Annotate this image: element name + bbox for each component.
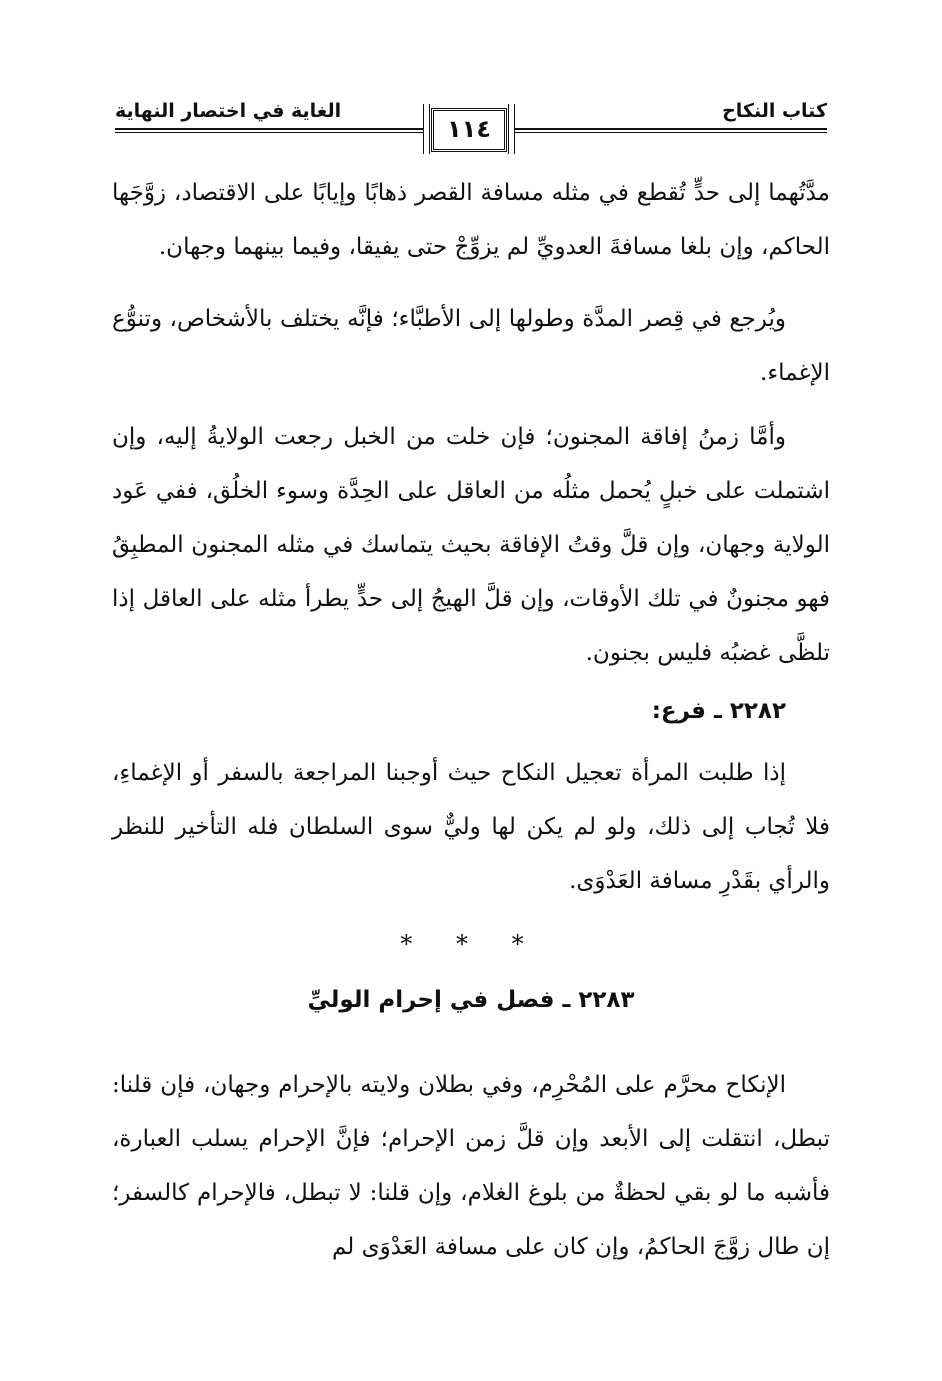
running-header [115, 92, 827, 162]
book-title: الغاية في اختصار النهاية [115, 100, 342, 122]
paragraph-continuation [112, 166, 830, 274]
paragraph-4: إذا طلبت المرأة تعجيل النكاح حيث أوجبنا المراجعة بالسفر أو الإغماءِ، فلا تُجاب إلى ذلك، ولو لم يكن لها وليٌّ سوى السلطان فله التأخير للنظر والرأي بقَدْرِ مسافة العَدْوَى. [112, 760, 830, 894]
page-number: ١١٤ [447, 115, 491, 143]
page-number-frame [423, 104, 515, 154]
paragraph-block-5 [112, 1058, 830, 1274]
paragraph-2: ويُرجع في قِصر المدَّة وطولها إلى الأطبَّاء؛ فإنَّه يختلف بالأشخاص، وتنوُّع الإغماء. [112, 306, 830, 386]
paragraph-5: الإنكاح محرَّم على المُحْرِم، وفي بطلان ولايته بالإحرام وجهان، فإن قلنا: تبطل، انتقلت إلى الأبعد وإن قلَّ زمن الإحرام؛ فإنَّ الإحرام يسلب العبارة، فأشبه ما لو بقي لحظةٌ من بلوغ الغلام، وإن قلنا: لا تبطل، فالإحرام كالسفر؛ إن طال زوَّجَ الحاكمُ، وإن كان على مسافة العَدْوَى لم [112, 1072, 830, 1260]
paragraph-1: مدَّتُهما إلى حدٍّ تُقطع في مثله مسافة القصر ذهابًا وإيابًا على الاقتصاد، زوَّجَها الحاكم، وإن بلغا مسافةَ العدويِّ لم يزوِّجْ حتى يفيقا، وفيما بينهما وجهان. [112, 180, 830, 260]
paragraph-block-3 [112, 410, 830, 680]
paragraph-block-4 [112, 746, 830, 908]
paragraph-block-2 [112, 292, 830, 400]
chapter-title: كتاب النكاح [722, 100, 827, 122]
paragraph-3: وأمَّا زمنُ إفاقة المجنون؛ فإن خلت من الخبل رجعت الولايةُ إليه، وإن اشتملت على خبلٍ يُحمل مثلُه من العاقل على الحِدَّة وسوء الخلُق، ففي عَود الولاية وجهان، وإن قلَّ وقتُ الإفاقة بحيث يتماسك في مثله المجنون المطبِقُ فهو مجنونٌ في تلك الأوقات، وإن قلَّ الهيجُ إلى حدٍّ يطرأ مثله على العاقل إذا تلظَّى غضبُه فليس بجنون. [112, 424, 830, 666]
chapter-heading-2283: ٢٢٨٣ ـ فصل في إحرام الوليِّ [307, 987, 635, 1013]
section-divider-stars: * * * [400, 930, 542, 958]
section-heading-2282: ٢٢٨٢ ـ فرع: [651, 698, 786, 724]
